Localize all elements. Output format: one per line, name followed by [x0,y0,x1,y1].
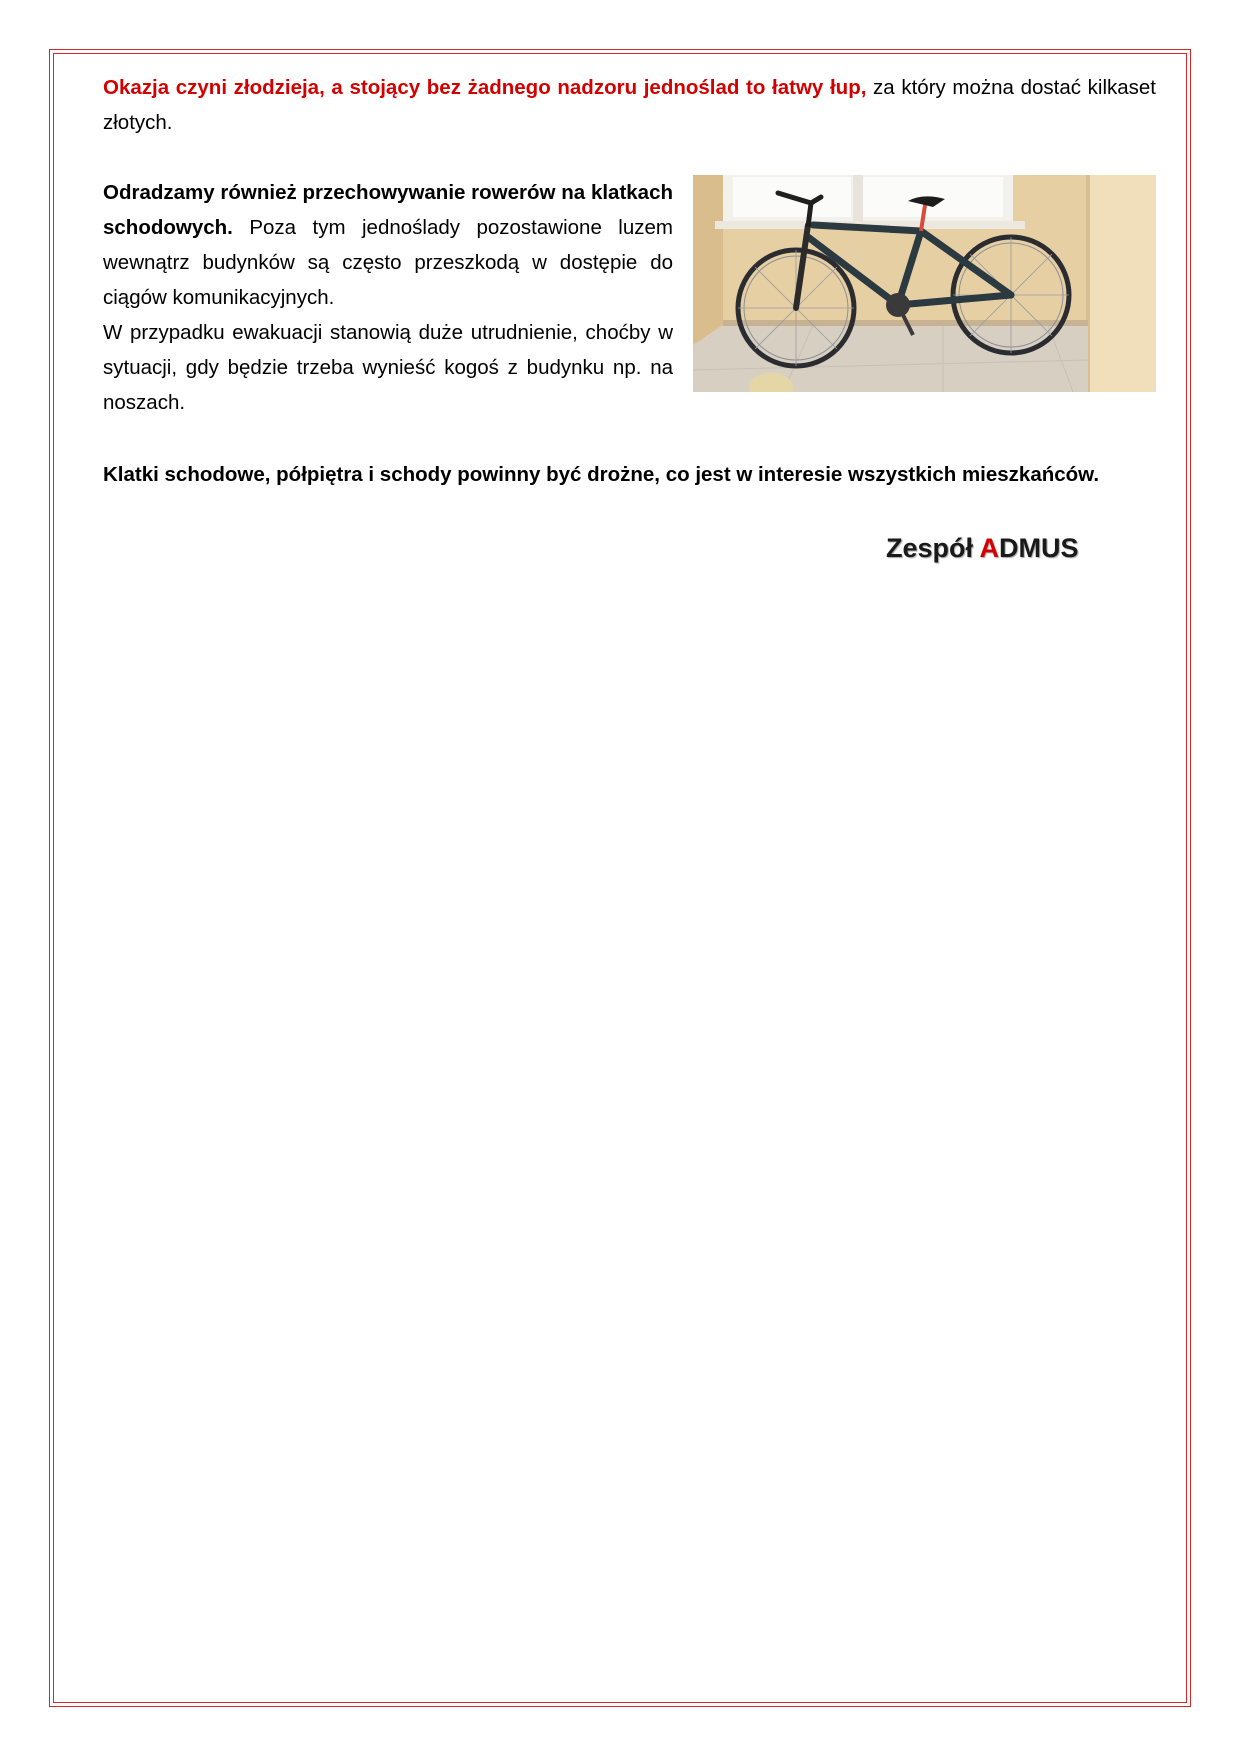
bicycle-section [103,175,1156,431]
signature-prefix: Zespół [886,533,980,563]
signature-suffix: DMUS [999,533,1079,563]
intro-rest: za który można dostać kilkaset złotych. [103,76,1156,134]
section-text [103,175,673,420]
section-paragraph-2: W przypadku ewakuacji stanowią duże utrudnienie, choćby w sytuacji, gdy będzie trzeba wynieść kogoś z budynku np. na noszach. [103,321,673,414]
section-bold-lead: Odradzamy również przechowywanie rowerów na klatkach schodowych. [103,181,673,239]
closing-statement: Klatki schodowe, półpiętra i schody powinny być drożne, co jest w interesie wszystkich mieszkańców. [103,463,1100,486]
document-content [103,70,1156,492]
svg-text:~~~: ~~~ [843,244,864,264]
bicycle-photo [693,175,1156,392]
section-text-1: Poza tym jednoślady pozostawione luzem wewnątrz budynków są często przeszkodą w dostępie do ciągów komunikacyjnych. [103,216,673,309]
bicycle-photo-illustration [693,175,1156,392]
intro-highlight: Okazja czyni złodzieja, a stojący bez żadnego nadzoru jednoślad to łatwy łup, [103,76,867,99]
signature [886,533,1079,564]
section-paragraph-1 [103,175,673,315]
intro-paragraph [103,70,1156,140]
signature-accent-letter: A [979,533,1000,563]
